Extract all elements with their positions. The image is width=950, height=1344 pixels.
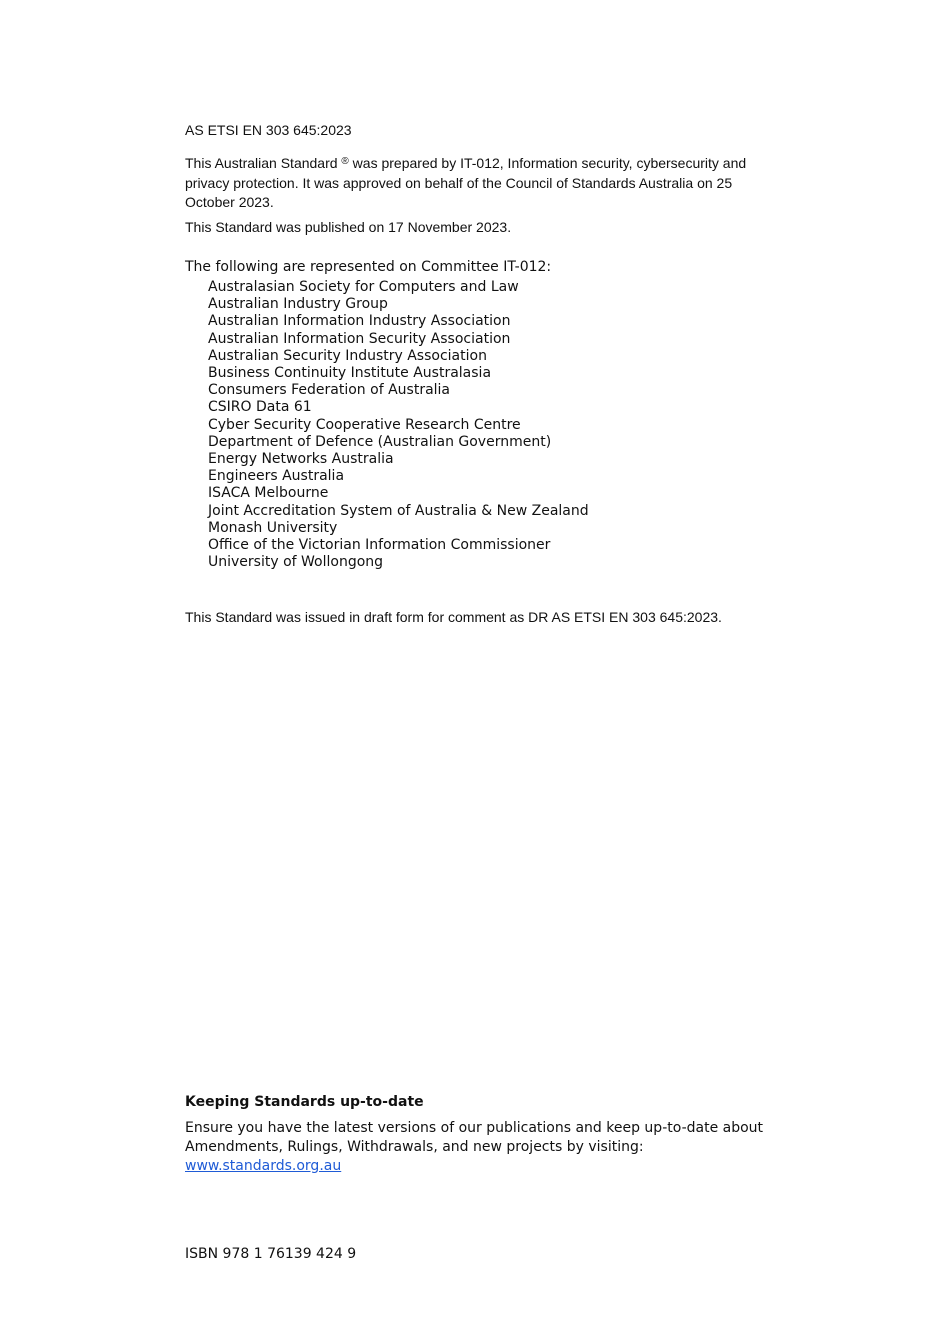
standards-website-link[interactable]: www.standards.org.au <box>185 1158 342 1174</box>
keeping-standards-heading: Keeping Standards up-to-date <box>185 1094 424 1110</box>
committee-member-item: Australian Security Industry Association <box>208 347 487 364</box>
committee-member-list <box>208 279 589 571</box>
keeping-standards-text: Ensure you have the latest versions of our publications and keep up-to-date about Amendments, Rulings, Withdrawals, and new projects by visiting: <box>185 1120 764 1155</box>
preparation-text-end: was prepared by IT-012, Information security, cybersecurity and privacy protection. It was approved on behalf of the Council of Standards Australia on 25 October 2023. <box>185 155 747 210</box>
committee-member-item: Department of Defence (Australian Government) <box>208 433 552 450</box>
committee-member-item: Consumers Federation of Australia <box>208 382 451 399</box>
publication-date: This Standard was published on 17 November 2023. <box>185 219 512 235</box>
committee-member-item: CSIRO Data 61 <box>208 399 312 416</box>
committee-member-item: Energy Networks Australia <box>208 451 394 468</box>
committee-intro: The following are represented on Committee IT-012: <box>185 259 552 275</box>
committee-member-item: Australian Information Industry Association <box>208 313 511 330</box>
preparation-text-start: This Australian Standard <box>185 155 338 171</box>
committee-member-item: Monash University <box>208 519 338 536</box>
keeping-standards-body <box>185 1119 785 1176</box>
document-code: AS ETSI EN 303 645:2023 <box>185 122 352 138</box>
committee-member-item: Business Continuity Institute Australasia <box>208 365 492 382</box>
registered-mark: ® <box>341 156 349 167</box>
isbn: ISBN 978 1 76139 424 9 <box>185 1246 357 1262</box>
committee-member-item: University of Wollongong <box>208 554 384 571</box>
committee-member-item: Cyber Security Cooperative Research Centre <box>208 416 521 433</box>
committee-member-item: Australian Industry Group <box>208 296 388 313</box>
committee-member-item: Joint Accreditation System of Australia & New Zealand <box>208 502 589 519</box>
committee-member-item: Australasian Society for Computers and Law <box>208 279 519 295</box>
committee-member-item: Engineers Australia <box>208 468 345 485</box>
draft-note: This Standard was issued in draft form for comment as DR AS ETSI EN 303 645:2023. <box>185 609 722 625</box>
committee-member-item: Australian Information Security Association <box>208 330 511 347</box>
preparation-statement <box>185 154 765 213</box>
committee-member-item: Office of the Victorian Information Commissioner <box>208 537 551 554</box>
committee-member-item: ISACA Melbourne <box>208 485 329 502</box>
